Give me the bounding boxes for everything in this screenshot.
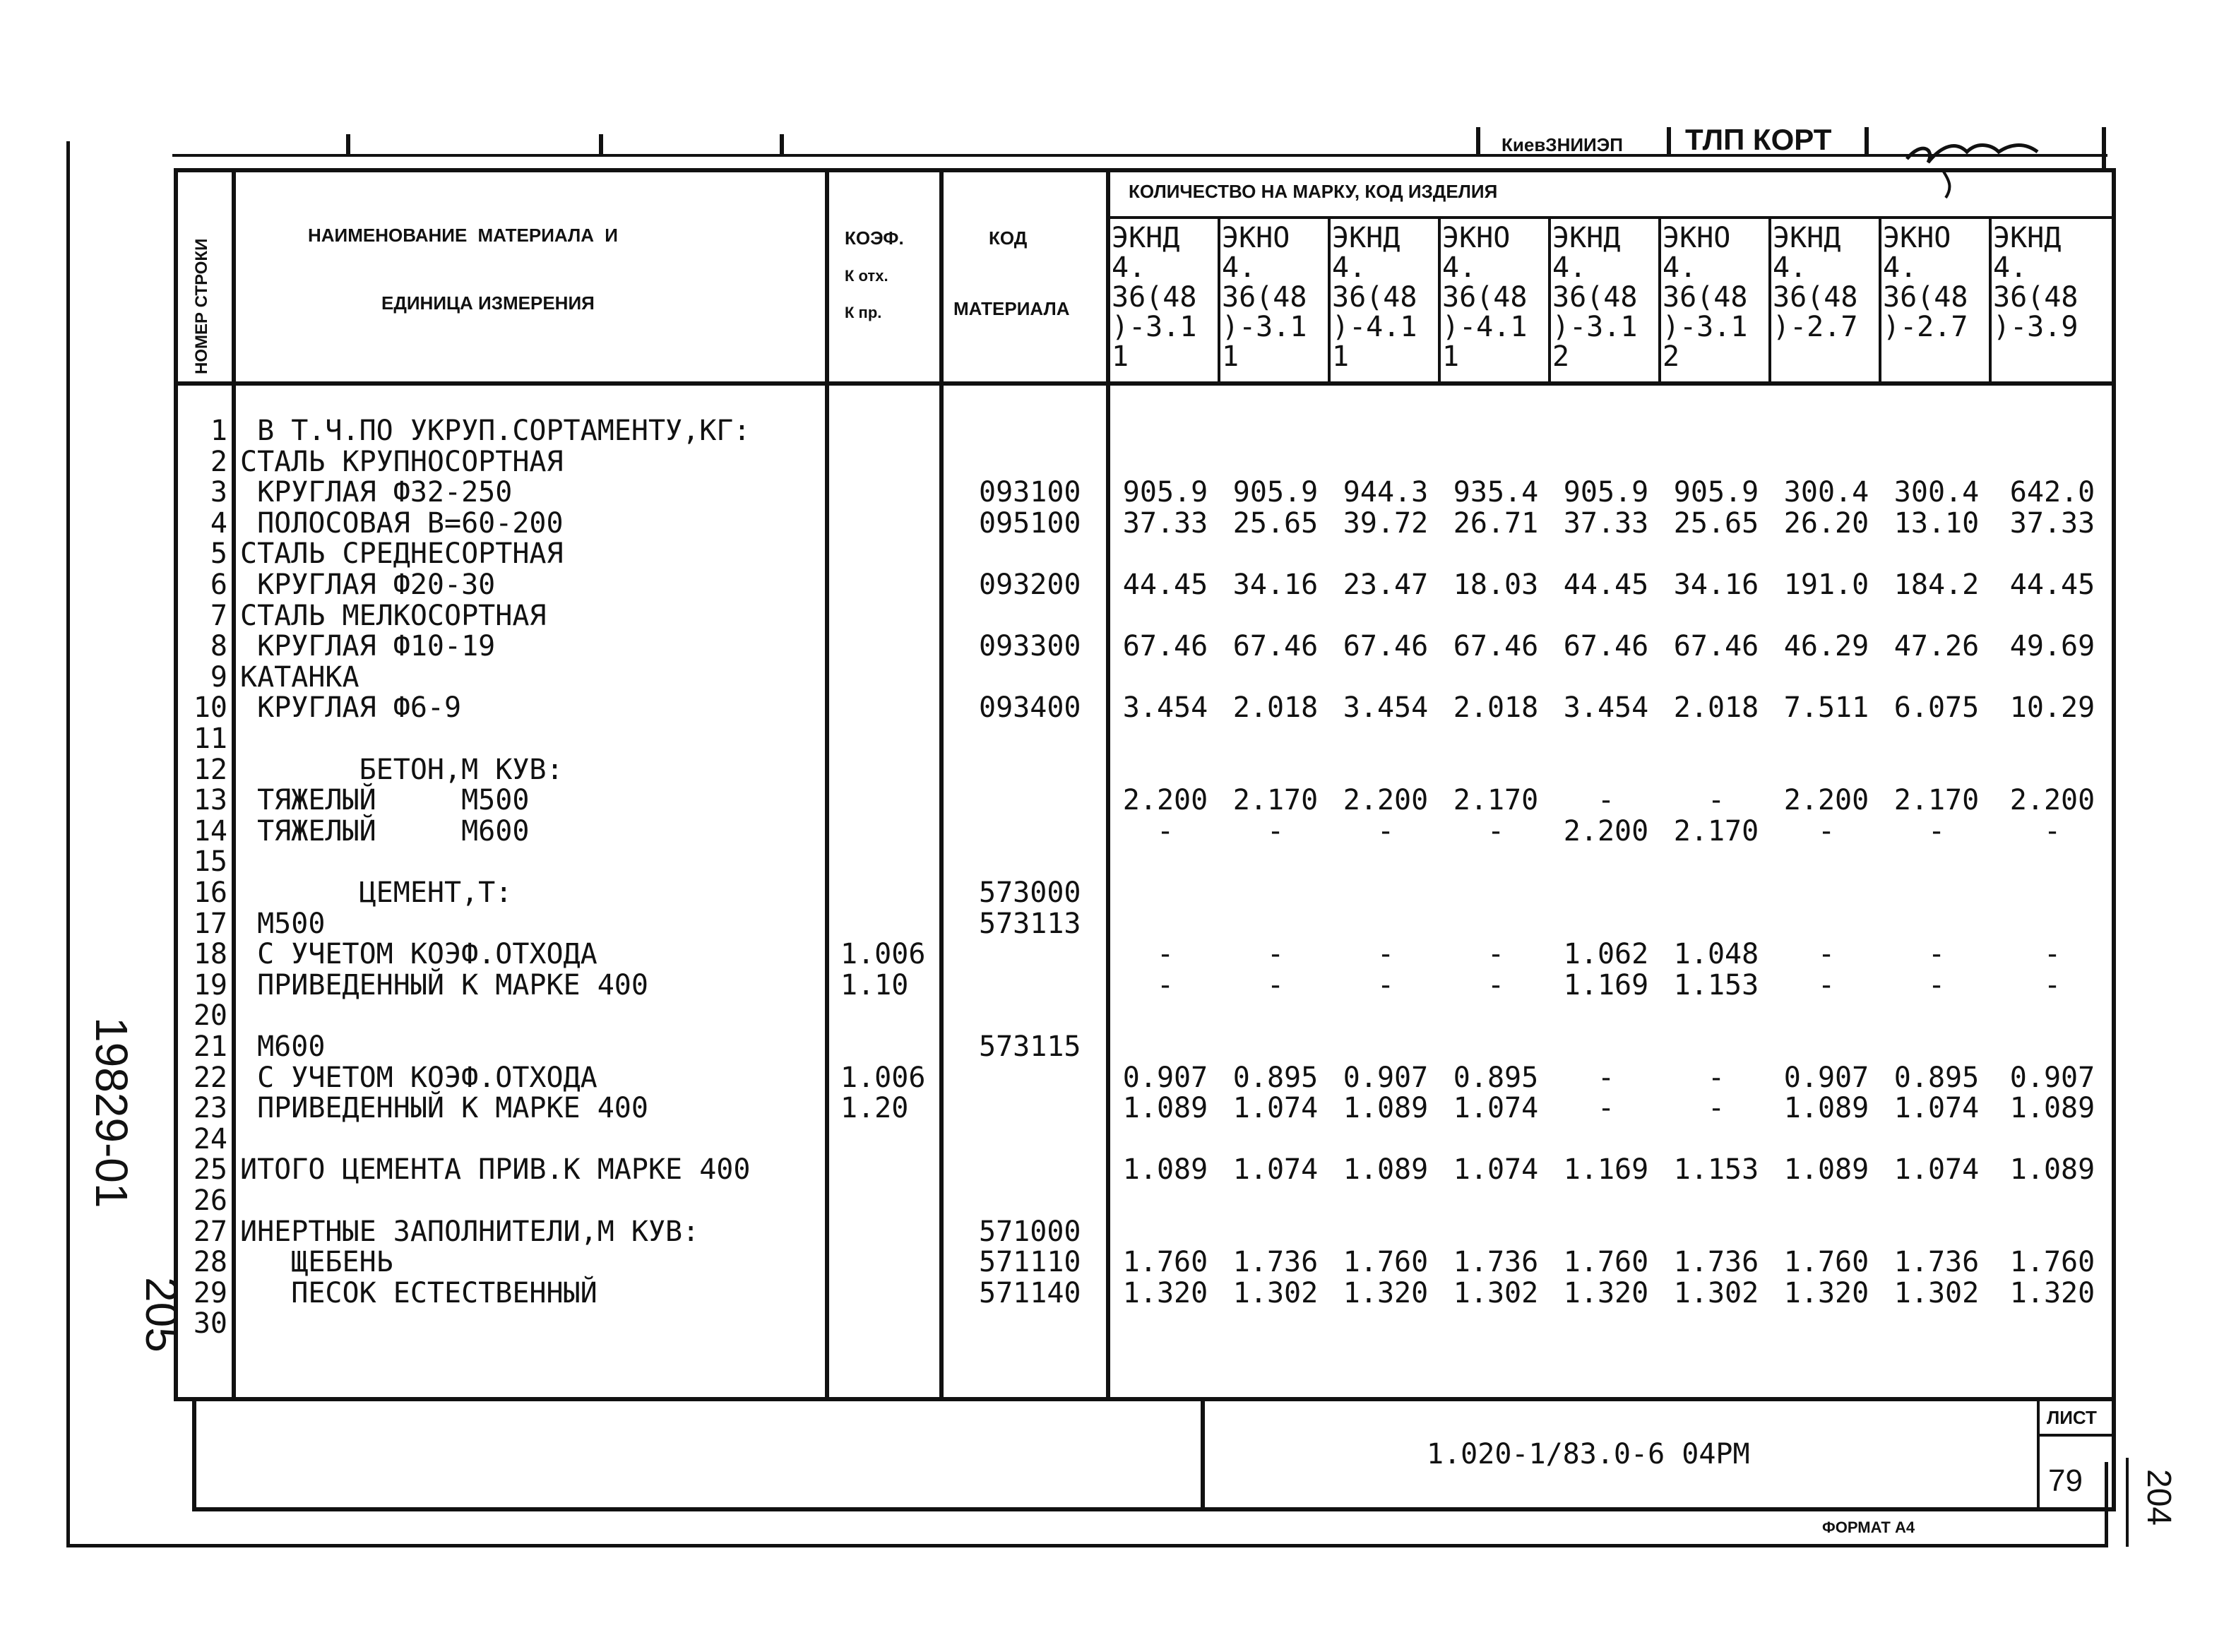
- row-number: 9: [210, 661, 227, 694]
- coef-header-3: К пр.: [845, 304, 882, 321]
- row-number: 6: [210, 569, 227, 601]
- product-column-header-line: )-2.7: [1773, 311, 1858, 343]
- material-name: ЩЕБЕНЬ: [240, 1246, 393, 1278]
- quantity-value: -: [1817, 815, 1836, 848]
- quantity-value: 1.074: [1453, 1092, 1539, 1124]
- quantity-value: 1.302: [1673, 1277, 1759, 1309]
- quantity-value: 2.200: [1122, 784, 1208, 816]
- quantity-value: -: [2043, 815, 2062, 848]
- top-tick: [599, 134, 603, 157]
- row-number: 2: [210, 446, 227, 478]
- product-column-header-line: )-2.7: [1883, 311, 1968, 343]
- quantity-value: 37.33: [2009, 507, 2095, 540]
- product-column-header-line: 36(48: [1993, 281, 2079, 314]
- material-code: 571110: [979, 1246, 1081, 1278]
- col-line: [1658, 216, 1661, 384]
- quantity-header-line: [1107, 216, 2115, 219]
- quantity-value: -: [1927, 938, 1946, 970]
- product-column-header-line: 4.: [1883, 251, 1917, 284]
- material-name: М600: [240, 1030, 326, 1063]
- product-column-header-line: 36(48: [1442, 281, 1528, 314]
- row-number: 19: [193, 969, 227, 1002]
- archive-note: 19829-01: [86, 1017, 137, 1208]
- quantity-value: 34.16: [1232, 569, 1319, 601]
- coef-header-2: К отх.: [845, 267, 888, 285]
- col-line: [1106, 168, 1110, 1401]
- quantity-value: 13.10: [1893, 507, 1980, 540]
- product-column-header-line: ЭКНО: [1663, 222, 1731, 254]
- quantity-value: 1.760: [1343, 1246, 1429, 1278]
- row-number: 17: [193, 908, 227, 940]
- material-name: ПРИВЕДЕННЫЙ К МАРКЕ 400: [240, 969, 648, 1002]
- row-number: 16: [193, 876, 227, 909]
- material-code: 093100: [979, 476, 1081, 509]
- product-column-header-line: 2: [1552, 340, 1570, 373]
- coefficient: 1.20: [840, 1092, 909, 1124]
- row-number: 14: [193, 815, 227, 848]
- row-number: 22: [193, 1062, 227, 1094]
- product-column-header-line: 1: [1442, 340, 1460, 373]
- material-code: 571000: [979, 1216, 1081, 1248]
- coef-header-1: КОЭФ.: [845, 227, 904, 249]
- outer-right-border: [2105, 1462, 2108, 1547]
- material-name: С УЧЕТОМ КОЭФ.ОТХОДА: [240, 938, 597, 970]
- quantity-value: 944.3: [1343, 476, 1429, 509]
- quantity-value: 1.089: [1783, 1153, 1869, 1186]
- quantity-value: 2.170: [1893, 784, 1980, 816]
- row-number: 7: [210, 600, 227, 632]
- material-code: 093400: [979, 691, 1081, 724]
- quantity-value: 1.736: [1893, 1246, 1980, 1278]
- product-column-header-line: 4.: [1332, 251, 1367, 284]
- quantity-value: 2.018: [1673, 691, 1759, 724]
- col-line: [232, 168, 236, 1401]
- quantity-value: 1.074: [1232, 1153, 1319, 1186]
- quantity-value: 44.45: [1122, 569, 1208, 601]
- quantity-value: 46.29: [1783, 630, 1869, 662]
- sheet-number: 79: [2048, 1463, 2083, 1498]
- product-column-header-line: )-3.1: [1112, 311, 1197, 343]
- top-tick: [1865, 127, 1869, 157]
- col-line: [1548, 216, 1551, 384]
- quantity-value: 47.26: [1893, 630, 1980, 662]
- row-number: 10: [193, 691, 227, 724]
- product-column-header-line: 36(48: [1552, 281, 1638, 314]
- material-code: 573113: [979, 908, 1081, 940]
- product-column-header-line: ЭКНД: [1332, 222, 1401, 254]
- quantity-value: 0.907: [2009, 1062, 2095, 1094]
- material-name: СТАЛЬ СРЕДНЕСОРТНАЯ: [240, 537, 564, 570]
- quantity-value: 905.9: [1563, 476, 1649, 509]
- quantity-value: 67.46: [1563, 630, 1649, 662]
- header-bottom-line: [174, 381, 2115, 386]
- col-line: [1879, 216, 1881, 384]
- product-column-header-line: )-3.9: [1993, 311, 2079, 343]
- quantity-value: 26.71: [1453, 507, 1539, 540]
- row-number: 12: [193, 754, 227, 786]
- product-column-header-line: 36(48: [1883, 281, 1968, 314]
- product-column-header-line: 1: [1112, 340, 1129, 373]
- quantity-value: 1.089: [1122, 1153, 1208, 1186]
- quantity-value: 0.907: [1122, 1062, 1208, 1094]
- quantity-value: 0.895: [1893, 1062, 1980, 1094]
- material-code: 095100: [979, 507, 1081, 540]
- quantity-value: 1.302: [1893, 1277, 1980, 1309]
- material-code: 093300: [979, 630, 1081, 662]
- quantity-value: 67.46: [1232, 630, 1319, 662]
- product-column-header-line: )-4.1: [1332, 311, 1417, 343]
- product-column-header-line: 36(48: [1112, 281, 1197, 314]
- top-tick: [2102, 127, 2106, 170]
- quantity-value: 1.320: [1343, 1277, 1429, 1309]
- product-column-header-line: 4.: [1773, 251, 1807, 284]
- quantity-value: 44.45: [2009, 569, 2095, 601]
- material-name: ИНЕРТНЫЕ ЗАПОЛНИТЕЛИ,М КУВ:: [240, 1216, 700, 1248]
- quantity-value: 1.169: [1563, 969, 1649, 1002]
- row-number: 30: [193, 1307, 227, 1340]
- quantity-value: -: [1707, 1092, 1725, 1124]
- col-line: [1989, 216, 1992, 384]
- quantity-value: -: [1156, 815, 1175, 848]
- quantity-value: 2.170: [1232, 784, 1319, 816]
- quantity-value: -: [1487, 815, 1505, 848]
- product-column-header-line: 4.: [1222, 251, 1256, 284]
- row-number: 1: [210, 415, 227, 447]
- quantity-value: 2.018: [1232, 691, 1319, 724]
- material-name: КРУГЛАЯ Ф6-9: [240, 691, 462, 724]
- quantity-value: 6.075: [1893, 691, 1980, 724]
- col-line: [1768, 216, 1771, 384]
- quantity-value: 25.65: [1232, 507, 1319, 540]
- quantity-header: КОЛИЧЕСТВО НА МАРКУ, КОД ИЗДЕЛИЯ: [1129, 181, 1498, 202]
- quantity-value: 1.760: [1122, 1246, 1208, 1278]
- quantity-value: 1.074: [1893, 1092, 1980, 1124]
- row-number: 4: [210, 507, 227, 540]
- quantity-value: 37.33: [1122, 507, 1208, 540]
- product-column-header-line: ЭКНД: [1112, 222, 1180, 254]
- col-line: [825, 168, 829, 1401]
- material-name: СТАЛЬ МЕЛКОСОРТНАЯ: [240, 600, 547, 632]
- quantity-value: 67.46: [1453, 630, 1539, 662]
- material-name: КРУГЛАЯ Ф32-250: [240, 476, 513, 509]
- quantity-value: 39.72: [1343, 507, 1429, 540]
- product-column-header-line: )-3.1: [1663, 311, 1748, 343]
- row-number: 20: [193, 999, 227, 1032]
- quantity-value: 18.03: [1453, 569, 1539, 601]
- stamp-org: КиевЗНИИЭП: [1501, 134, 1623, 155]
- quantity-value: 1.074: [1453, 1153, 1539, 1186]
- quantity-value: 34.16: [1673, 569, 1759, 601]
- quantity-value: 1.074: [1232, 1092, 1319, 1124]
- code-header-1: КОД: [989, 227, 1028, 249]
- row-number: 8: [210, 630, 227, 662]
- signature-icon: [1900, 120, 2048, 205]
- quantity-value: 1.760: [1783, 1246, 1869, 1278]
- quantity-value: 642.0: [2009, 476, 2095, 509]
- quantity-value: -: [1156, 938, 1175, 970]
- quantity-value: -: [1266, 969, 1285, 1002]
- quantity-value: 67.46: [1673, 630, 1759, 662]
- material-code: 093200: [979, 569, 1081, 601]
- quantity-value: 0.895: [1232, 1062, 1319, 1094]
- coefficient: 1.10: [840, 969, 909, 1002]
- quantity-value: 2.200: [1783, 784, 1869, 816]
- material-name: ПЕСОК ЕСТЕСТВЕННЫЙ: [240, 1277, 597, 1309]
- quantity-value: 1.089: [1343, 1153, 1429, 1186]
- row-number: 25: [193, 1153, 227, 1186]
- quantity-value: 1.169: [1563, 1153, 1649, 1186]
- product-column-header-line: ЭКНО: [1883, 222, 1951, 254]
- material-name: КАТАНКА: [240, 661, 359, 694]
- quantity-value: -: [1487, 969, 1505, 1002]
- row-number-header: НОМЕР СТРОКИ: [192, 238, 211, 374]
- quantity-value: 1.048: [1673, 938, 1759, 970]
- quantity-value: 0.907: [1343, 1062, 1429, 1094]
- material-name: М500: [240, 908, 326, 940]
- quantity-value: -: [1376, 969, 1395, 1002]
- quantity-value: -: [1707, 1062, 1725, 1094]
- quantity-value: 1.153: [1673, 1153, 1759, 1186]
- table-top: [174, 168, 2115, 172]
- quantity-value: 2.200: [1563, 815, 1649, 848]
- product-column-header-line: 4.: [1552, 251, 1587, 284]
- material-name: ЦЕМЕНТ,Т:: [240, 876, 513, 909]
- row-number: 28: [193, 1246, 227, 1278]
- quantity-value: 1.062: [1563, 938, 1649, 970]
- quantity-value: 7.511: [1783, 691, 1869, 724]
- quantity-value: 1.153: [1673, 969, 1759, 1002]
- product-column-header-line: ЭКНД: [1993, 222, 2062, 254]
- stamp-dept: ТЛП КОРТ: [1685, 123, 1832, 156]
- col-line: [1218, 216, 1220, 384]
- sheet-label: ЛИСТ: [2047, 1407, 2097, 1428]
- quantity-value: 184.2: [1893, 569, 1980, 601]
- col-line: [1328, 216, 1331, 384]
- outer-left-border: [66, 141, 70, 1547]
- archive-number: 205: [136, 1277, 187, 1353]
- row-number: 23: [193, 1092, 227, 1124]
- top-tick: [780, 134, 784, 157]
- quantity-value: 905.9: [1232, 476, 1319, 509]
- product-column-header-line: )-3.1: [1552, 311, 1638, 343]
- quantity-value: -: [1376, 815, 1395, 848]
- quantity-value: 2.200: [1343, 784, 1429, 816]
- quantity-value: 1.760: [2009, 1246, 2095, 1278]
- col-line: [192, 1401, 196, 1511]
- product-column-header-line: ЭКНО: [1222, 222, 1290, 254]
- quantity-value: -: [1597, 1062, 1615, 1094]
- row-number: 3: [210, 476, 227, 509]
- top-tick: [1667, 127, 1671, 157]
- quantity-value: 191.0: [1783, 569, 1869, 601]
- coefficient: 1.006: [840, 1062, 926, 1094]
- quantity-value: 1.320: [2009, 1277, 2095, 1309]
- quantity-value: -: [1707, 784, 1725, 816]
- material-name-header-1: НАИМЕНОВАНИЕ МАТЕРИАЛА И: [308, 225, 618, 246]
- quantity-value: 2.170: [1453, 784, 1539, 816]
- quantity-value: 37.33: [1563, 507, 1649, 540]
- material-name: ТЯЖЕЛЫЙ М600: [240, 815, 530, 848]
- quantity-value: 1.089: [2009, 1092, 2095, 1124]
- material-name: БЕТОН,М КУВ:: [240, 754, 564, 786]
- quantity-value: 1.302: [1453, 1277, 1539, 1309]
- quantity-value: 0.895: [1453, 1062, 1539, 1094]
- footer-bottom: [192, 1507, 2115, 1511]
- material-name-header-2: ЕДИНИЦА ИЗМЕРЕНИЯ: [381, 292, 595, 314]
- outer-bottom-border: [66, 1544, 2107, 1547]
- quantity-value: 1.089: [1122, 1092, 1208, 1124]
- quantity-value: -: [1156, 969, 1175, 1002]
- row-number: 5: [210, 537, 227, 570]
- row-number: 24: [193, 1123, 227, 1155]
- product-column-header-line: 36(48: [1773, 281, 1858, 314]
- product-column-header-line: 1: [1222, 340, 1239, 373]
- row-number: 21: [193, 1030, 227, 1063]
- quantity-value: -: [1487, 938, 1505, 970]
- side-page-number: 204: [2140, 1469, 2177, 1526]
- quantity-value: 1.074: [1893, 1153, 1980, 1186]
- quantity-value: 10.29: [2009, 691, 2095, 724]
- quantity-value: 935.4: [1453, 476, 1539, 509]
- product-column-header-line: 1: [1332, 340, 1350, 373]
- quantity-value: 1.089: [2009, 1153, 2095, 1186]
- quantity-value: 49.69: [2009, 630, 2095, 662]
- row-number: 15: [193, 845, 227, 878]
- quantity-value: -: [1266, 938, 1285, 970]
- row-number: 13: [193, 784, 227, 816]
- quantity-value: -: [1266, 815, 1285, 848]
- quantity-value: 2.170: [1673, 815, 1759, 848]
- row-number: 29: [193, 1277, 227, 1309]
- product-column-header-line: 2: [1663, 340, 1680, 373]
- col-line: [939, 168, 944, 1401]
- row-number: 11: [193, 723, 227, 755]
- quantity-value: 300.4: [1893, 476, 1980, 509]
- quantity-value: 3.454: [1343, 691, 1429, 724]
- quantity-value: 1.089: [1343, 1092, 1429, 1124]
- quantity-value: 25.65: [1673, 507, 1759, 540]
- quantity-value: 1.736: [1232, 1246, 1319, 1278]
- top-tick: [346, 134, 350, 157]
- material-name: С УЧЕТОМ КОЭФ.ОТХОДА: [240, 1062, 597, 1094]
- quantity-value: 0.907: [1783, 1062, 1869, 1094]
- quantity-value: 1.760: [1563, 1246, 1649, 1278]
- quantity-value: 1.320: [1563, 1277, 1649, 1309]
- sheet-box-divider: [2037, 1434, 2115, 1437]
- quantity-value: 44.45: [1563, 569, 1649, 601]
- quantity-value: -: [2043, 969, 2062, 1002]
- quantity-value: 905.9: [1673, 476, 1759, 509]
- material-code: 571140: [979, 1277, 1081, 1309]
- material-code: 573000: [979, 876, 1081, 909]
- quantity-value: -: [1597, 1092, 1615, 1124]
- quantity-value: 300.4: [1783, 476, 1869, 509]
- product-column-header-line: 4.: [1442, 251, 1477, 284]
- quantity-value: 3.454: [1122, 691, 1208, 724]
- coefficient: 1.006: [840, 938, 926, 970]
- row-number: 18: [193, 938, 227, 970]
- quantity-value: 67.46: [1343, 630, 1429, 662]
- quantity-value: 23.47: [1343, 569, 1429, 601]
- row-number: 27: [193, 1216, 227, 1248]
- quantity-value: 67.46: [1122, 630, 1208, 662]
- format-label: ФОРМАТ А4: [1822, 1519, 1915, 1536]
- quantity-value: 1.302: [1232, 1277, 1319, 1309]
- quantity-value: -: [1927, 969, 1946, 1002]
- col-line: [2112, 168, 2116, 1511]
- material-name: СТАЛЬ КРУПНОСОРТНАЯ: [240, 446, 564, 478]
- quantity-value: 1.320: [1122, 1277, 1208, 1309]
- material-name: ПОЛОСОВАЯ В=60-200: [240, 507, 564, 540]
- material-name: ТЯЖЕЛЫЙ М500: [240, 784, 530, 816]
- product-column-header-line: ЭКНД: [1773, 222, 1841, 254]
- product-column-header-line: 36(48: [1332, 281, 1417, 314]
- material-name: ПРИВЕДЕННЫЙ К МАРКЕ 400: [240, 1092, 648, 1124]
- material-name: ИТОГО ЦЕМЕНТА ПРИВ.К МАРКЕ 400: [240, 1153, 751, 1186]
- quantity-value: 1.736: [1673, 1246, 1759, 1278]
- quantity-value: 3.454: [1563, 691, 1649, 724]
- product-column-header-line: ЭКНД: [1552, 222, 1621, 254]
- quantity-value: 1.736: [1453, 1246, 1539, 1278]
- code-header-2: МАТЕРИАЛА: [953, 298, 1070, 319]
- product-column-header-line: 4.: [1112, 251, 1146, 284]
- product-column-header-line: ЭКНО: [1442, 222, 1511, 254]
- quantity-value: -: [1817, 938, 1836, 970]
- quantity-value: -: [2043, 938, 2062, 970]
- product-column-header-line: )-4.1: [1442, 311, 1528, 343]
- product-column-header-line: 36(48: [1663, 281, 1748, 314]
- table-body-bottom: [174, 1397, 2115, 1401]
- product-column-header-line: 36(48: [1222, 281, 1307, 314]
- document-code: 1.020-1/83.0-6 04РМ: [1427, 1438, 1750, 1470]
- quantity-value: 2.018: [1453, 691, 1539, 724]
- sheet-box-left: [2037, 1401, 2040, 1511]
- side-box: [2126, 1458, 2129, 1547]
- quantity-value: 1.320: [1783, 1277, 1869, 1309]
- col-line: [1438, 216, 1441, 384]
- quantity-value: -: [1597, 784, 1615, 816]
- product-column-header-line: )-3.1: [1222, 311, 1307, 343]
- material-code: 573115: [979, 1030, 1081, 1063]
- quantity-value: 26.20: [1783, 507, 1869, 540]
- quantity-value: 2.200: [2009, 784, 2095, 816]
- material-name: В Т.Ч.ПО УКРУП.СОРТАМЕНТУ,КГ:: [240, 415, 751, 447]
- material-name: КРУГЛАЯ Ф20-30: [240, 569, 496, 601]
- quantity-value: -: [1376, 938, 1395, 970]
- material-name: КРУГЛАЯ Ф10-19: [240, 630, 496, 662]
- product-column-header-line: 4.: [1993, 251, 2028, 284]
- quantity-value: 1.089: [1783, 1092, 1869, 1124]
- product-column-header-line: 4.: [1663, 251, 1697, 284]
- footer-divider: [1201, 1401, 1205, 1511]
- row-number: 26: [193, 1184, 227, 1217]
- quantity-value: -: [1817, 969, 1836, 1002]
- top-tick: [1476, 127, 1480, 157]
- quantity-value: -: [1927, 815, 1946, 848]
- quantity-value: 905.9: [1122, 476, 1208, 509]
